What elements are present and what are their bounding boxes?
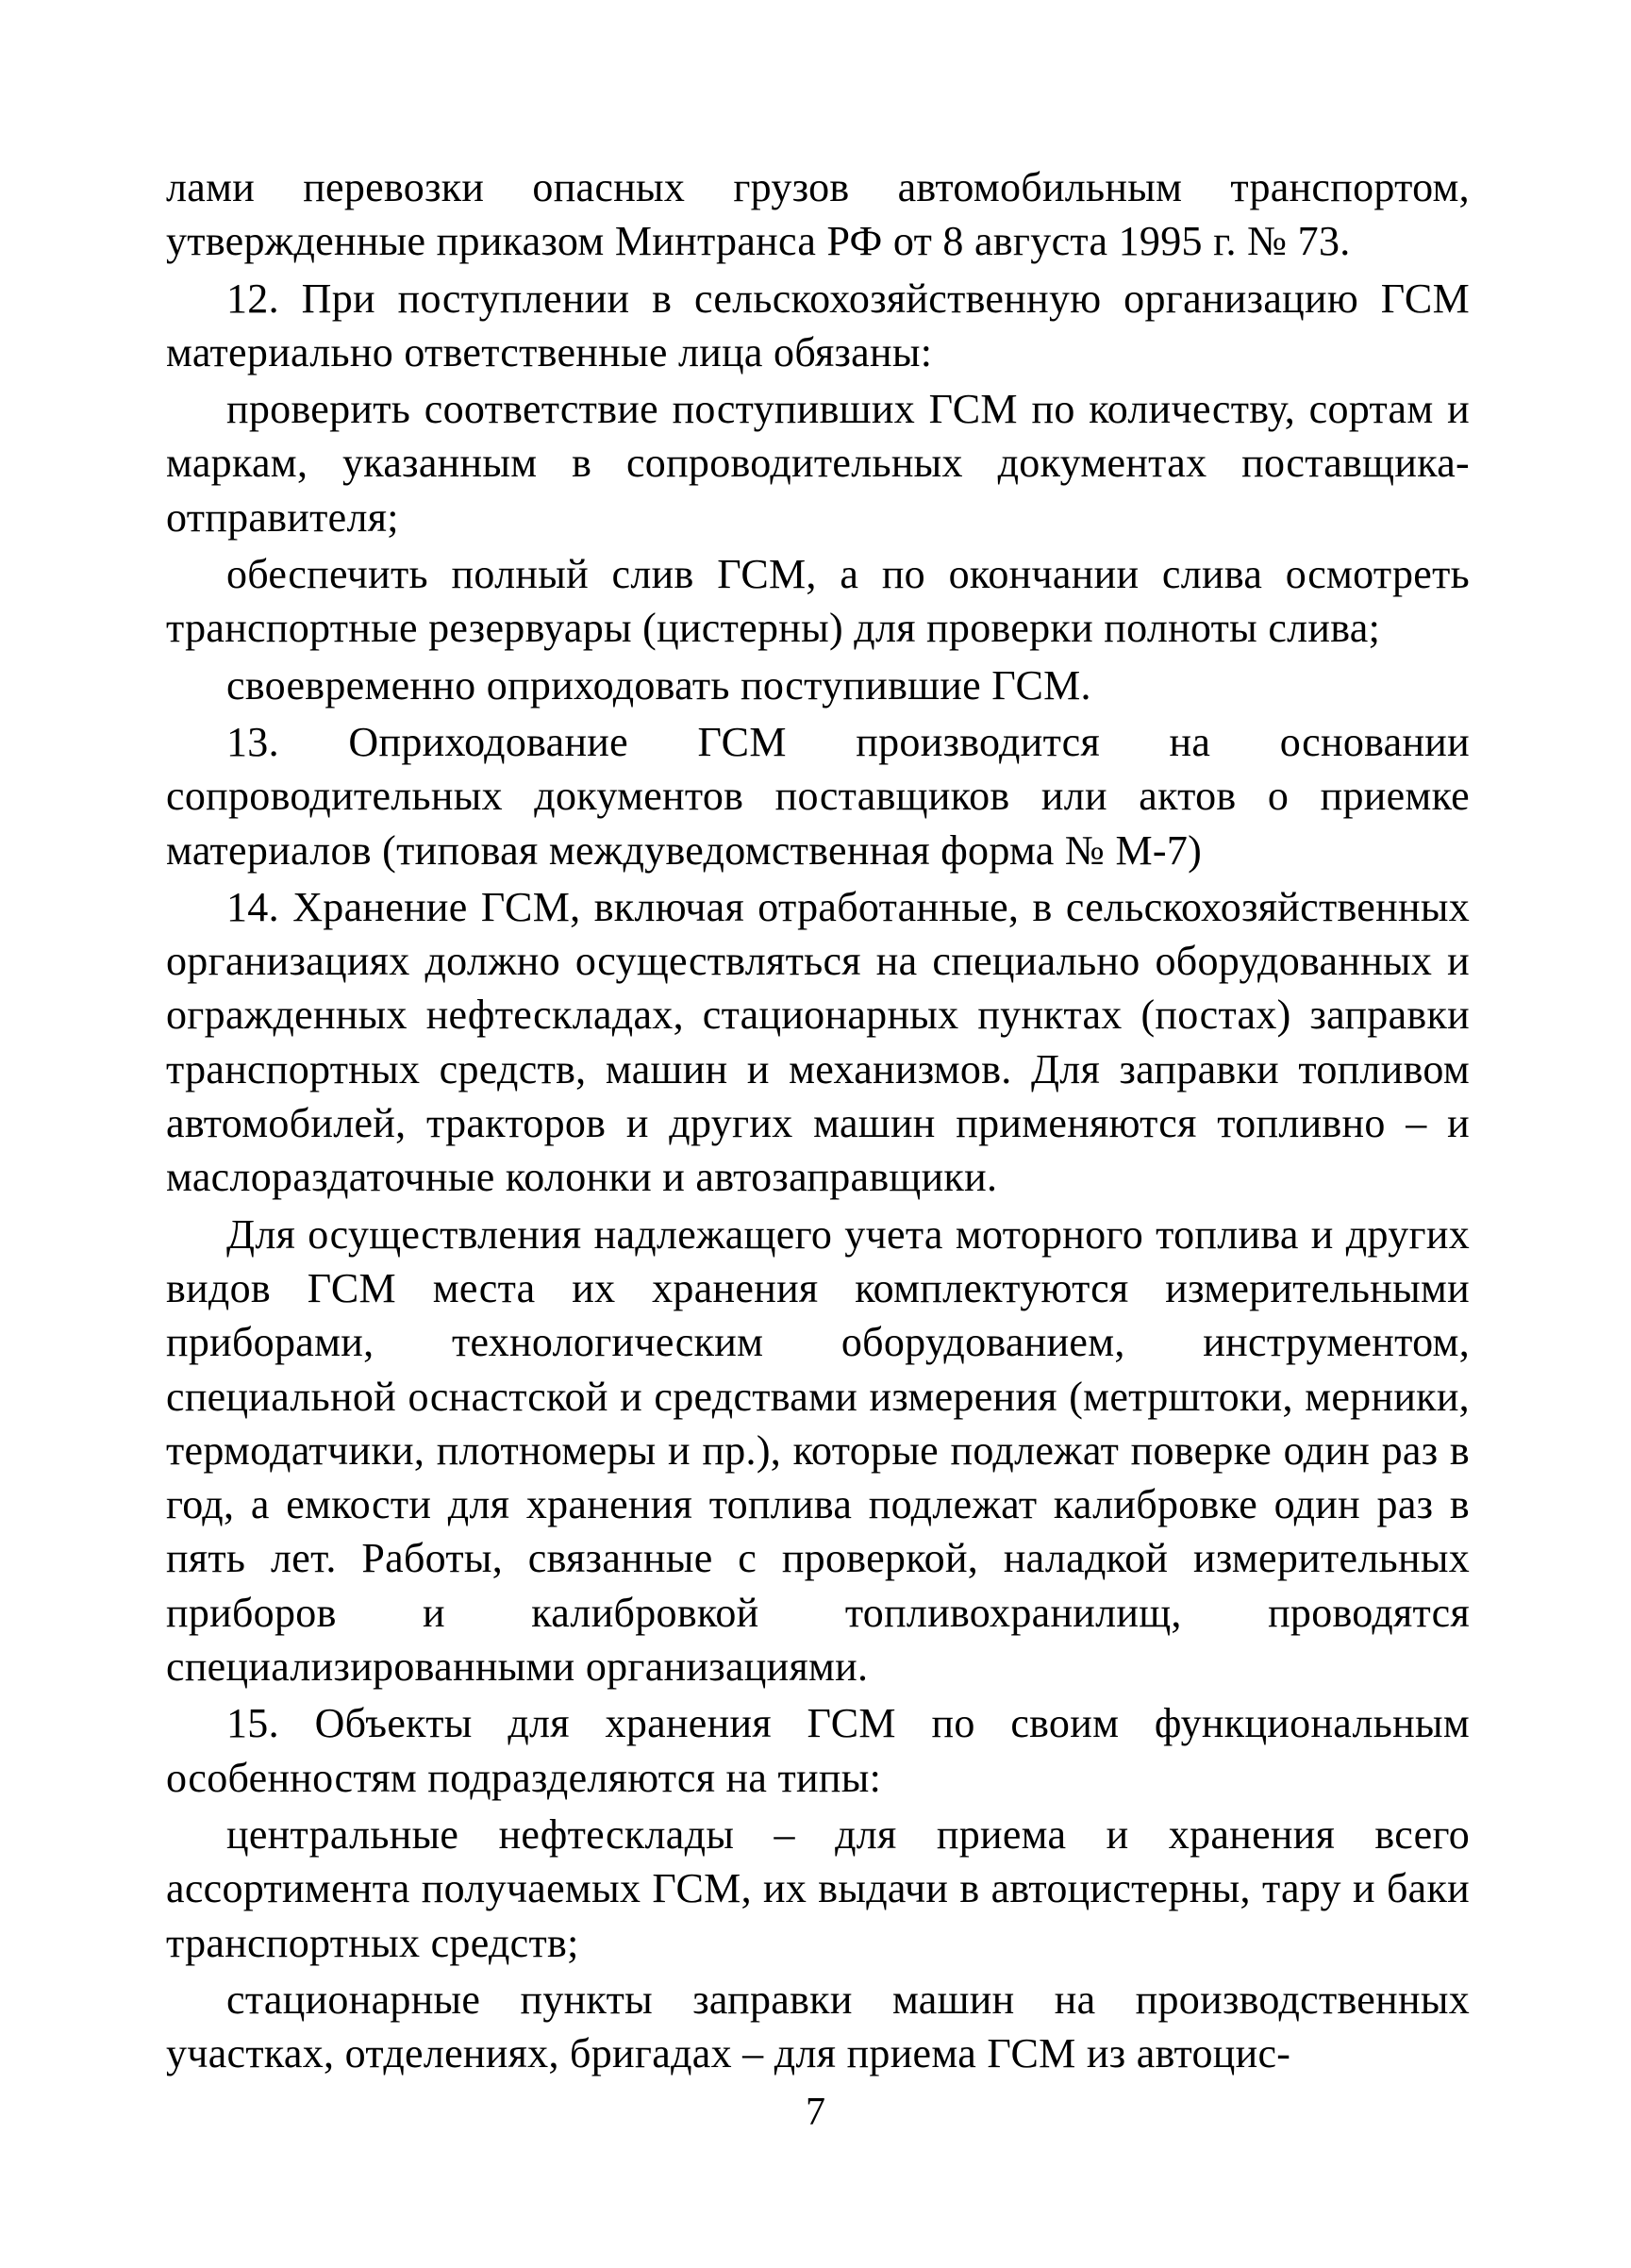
- paragraph-item-15: 15. Объекты для хранения ГСМ по своим функциональным особенностям подразделяются на типы:: [166, 1700, 1470, 1801]
- paragraph-item-12-check: проверить соответствие поступивших ГСМ по количеству, сортам и маркам, указанным в сопроводительных документах поставщика-отправителя;: [166, 386, 1470, 541]
- paragraph-item-14-accounting: Для осуществления надлежащего учета моторного топлива и других видов ГСМ места их хранения комплектуются измерительными приборами, технологическим оборудованием, инструментом, специальной оснастской и средствами измерения (метрштоки, мерники, термодатчики, плотномеры и пр.), которые подлежат поверке один раз в год, а емкости для хранения топлива подлежат калибровке один раз в пять лет. Работы, связанные с проверкой, наладкой измерительных приборов и калибровкой топливохранилищ, проводятся специализированными организациями.: [166, 1210, 1470, 1691]
- paragraph-item-13: 13. Оприходование ГСМ производится на основании сопроводительных документов поставщиков или актов о приемке материалов (типовая междуведомственная форма № М-7): [166, 718, 1470, 874]
- paragraph-continuation-rules: лами перевозки опасных грузов автомобильным транспортом, утвержденные приказом Минтранса РФ от 8 августа 1995 г. № 73.: [166, 164, 1470, 265]
- paragraph-item-12-drain: обеспечить полный слив ГСМ, а по окончании слива осмотреть транспортные резервуары (цистерны) для проверки полноты слива;: [166, 551, 1470, 652]
- paragraph-item-14: 14. Хранение ГСМ, включая отработанные, в сельскохозяйственных организациях должно осуществляться на специально оборудованных и огражденных нефтескладах, стационарных пунктах (постах) заправки транспортных средств, машин и механизмов. Для заправки топливом автомобилей, тракторов и других машин применяются топливно – и маслораздаточные колонки и автозаправщики.: [166, 883, 1470, 1201]
- paragraph-item-12: 12. При поступлении в сельскохозяйственную организацию ГСМ материально ответственные лица обязаны:: [166, 275, 1470, 375]
- paragraph-item-15-stations: стационарные пункты заправки машин на производственных участках, отделениях, бригадах – для приема ГСМ из автоцис-: [166, 1976, 1470, 2077]
- paragraph-item-12-record: своевременно оприходовать поступившие ГСМ.: [226, 661, 1091, 709]
- paragraph-item-15-central: центральные нефтесклады – для приема и хранения всего ассортимента получаемых ГСМ, их выдачи в автоцистерны, тару и баки транспортных средств;: [166, 1810, 1470, 1966]
- page-number: 7: [806, 2091, 825, 2134]
- body-text: [166, 160, 1470, 2080]
